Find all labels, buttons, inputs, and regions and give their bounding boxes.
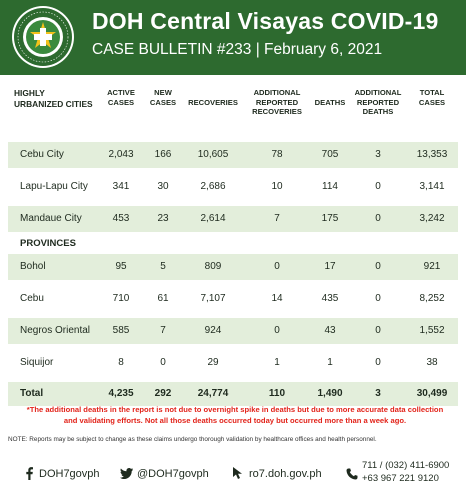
- cell-active: 341: [112, 181, 130, 192]
- table-row: [8, 286, 458, 312]
- cell-new: 23: [157, 213, 169, 224]
- cell-add-recoveries: 78: [271, 149, 283, 160]
- facebook-icon: [22, 467, 35, 480]
- cell-add-deaths: 0: [375, 357, 381, 368]
- doh-seal-logo: [10, 4, 76, 70]
- cell-deaths: 435: [321, 293, 339, 304]
- cell-deaths: 43: [324, 325, 336, 336]
- website-url: ro7.doh.gov.ph: [249, 467, 322, 480]
- cell-add-recoveries: 7: [274, 213, 280, 224]
- website-link[interactable]: [232, 467, 322, 480]
- row-name: Total: [20, 388, 44, 399]
- cell-recoveries: 29: [207, 357, 219, 368]
- cell-recoveries: 24,774: [197, 388, 229, 399]
- cell-add-deaths: 0: [375, 213, 381, 224]
- table-row: [8, 142, 458, 168]
- table-row: [8, 318, 458, 344]
- cell-new: 7: [160, 325, 166, 336]
- cell-recoveries: 10,605: [197, 149, 229, 160]
- cell-active: 710: [112, 293, 130, 304]
- contact-footer: [0, 455, 466, 500]
- cell-add-recoveries: 0: [274, 325, 280, 336]
- cell-total: 921: [423, 261, 441, 272]
- cell-new: 61: [157, 293, 169, 304]
- cell-recoveries: 2,614: [200, 213, 226, 224]
- header-group-cities: HIGHLY URBANIZED CITIES: [14, 88, 93, 109]
- cell-total: 30,499: [416, 388, 448, 399]
- row-name: Lapu-Lapu City: [20, 181, 88, 192]
- cell-recoveries: 7,107: [200, 293, 226, 304]
- cell-new: 5: [160, 261, 166, 272]
- cell-total: 3,242: [419, 213, 445, 224]
- cell-add-deaths: 0: [375, 181, 381, 192]
- cell-active: 8: [118, 357, 124, 368]
- row-name: Negros Oriental: [20, 325, 91, 336]
- header-new-cases: NEW CASES: [149, 88, 177, 107]
- cell-add-recoveries: 110: [268, 388, 286, 399]
- validation-note: NOTE: Reports may be subject to change as these claims undergo thorough validation by healthcare offices and health personnel.: [8, 436, 377, 443]
- deaths-disclaimer: *The additional deaths in the report is not due to overnight spike in deaths but due to more accurate data collection and validating efforts. Not all those deaths occurred today but occurred more than a week ago.: [26, 405, 444, 425]
- covid-case-table: [8, 82, 458, 406]
- cell-total: 13,353: [416, 149, 448, 160]
- bulletin-subtitle: CASE BULLETIN #233 | February 6, 2021: [92, 41, 383, 58]
- cell-deaths: 705: [321, 149, 339, 160]
- twitter-link[interactable]: [120, 467, 209, 480]
- row-name: Cebu City: [20, 149, 64, 160]
- cell-add-deaths: 3: [375, 149, 381, 160]
- table-row: [8, 254, 458, 280]
- cell-recoveries: 924: [204, 325, 222, 336]
- mouse-pointer-icon: [232, 467, 245, 480]
- cell-add-deaths: 0: [375, 293, 381, 304]
- phone-line-2: +63 967 221 9120: [362, 473, 439, 484]
- header-deaths: DEATHS: [314, 98, 346, 107]
- table-header: [8, 82, 458, 142]
- cell-deaths: 175: [321, 213, 339, 224]
- cell-active: 4,235: [108, 388, 134, 399]
- cell-add-recoveries: 14: [271, 293, 283, 304]
- cell-new: 30: [157, 181, 169, 192]
- phone-line-1: 711 / (032) 411-6900: [362, 460, 450, 471]
- cell-add-recoveries: 10: [271, 181, 283, 192]
- header-recoveries: RECOVERIES: [188, 98, 238, 107]
- cell-total: 38: [426, 357, 438, 368]
- phone-numbers: [362, 459, 449, 485]
- phone-icon: [345, 467, 358, 480]
- cell-recoveries: 809: [204, 261, 222, 272]
- table-row: [8, 350, 458, 376]
- cell-active: 585: [112, 325, 130, 336]
- cell-total: 8,252: [419, 293, 445, 304]
- cell-deaths: 1: [327, 357, 333, 368]
- cell-new: 0: [160, 357, 166, 368]
- cell-deaths: 1,490: [317, 388, 343, 399]
- cell-recoveries: 2,686: [200, 181, 226, 192]
- cell-add-deaths: 0: [375, 261, 381, 272]
- twitter-handle: @DOH7govph: [137, 467, 209, 480]
- cell-new: 292: [154, 388, 172, 399]
- table-row: [8, 206, 458, 232]
- bulletin-header: [0, 0, 466, 75]
- bulletin-title: DOH Central Visayas COVID-19: [92, 8, 439, 34]
- cell-add-deaths: 0: [375, 325, 381, 336]
- row-name: Bohol: [20, 261, 46, 272]
- cell-active: 95: [115, 261, 127, 272]
- cell-active: 2,043: [108, 149, 134, 160]
- table-row: [8, 174, 458, 200]
- cell-deaths: 114: [322, 181, 338, 192]
- row-name: Cebu: [20, 293, 44, 304]
- cell-active: 453: [112, 213, 130, 224]
- row-name: Mandaue City: [20, 213, 82, 224]
- cell-total: 3,141: [419, 181, 445, 192]
- provinces-section-label: [8, 232, 458, 254]
- cell-total: 1,552: [419, 325, 445, 336]
- total-row: [8, 382, 458, 406]
- facebook-handle: DOH7govph: [39, 467, 100, 480]
- header-active-cases: ACTIVE CASES: [107, 88, 135, 107]
- cell-add-deaths: 3: [375, 388, 381, 399]
- header-total-cases: TOTAL CASES: [418, 88, 446, 107]
- cell-deaths: 17: [324, 261, 336, 272]
- twitter-icon: [120, 467, 133, 480]
- header-additional-recoveries: ADDITIONAL REPORTED RECOVERIES: [252, 88, 302, 116]
- cell-add-recoveries: 1: [274, 357, 280, 368]
- facebook-link[interactable]: [22, 467, 100, 480]
- provinces-heading: PROVINCES: [20, 238, 76, 249]
- cell-new: 166: [154, 149, 172, 160]
- cell-add-recoveries: 0: [274, 261, 280, 272]
- header-additional-deaths: ADDITIONAL REPORTED DEATHS: [354, 88, 402, 116]
- row-name: Siquijor: [20, 357, 54, 368]
